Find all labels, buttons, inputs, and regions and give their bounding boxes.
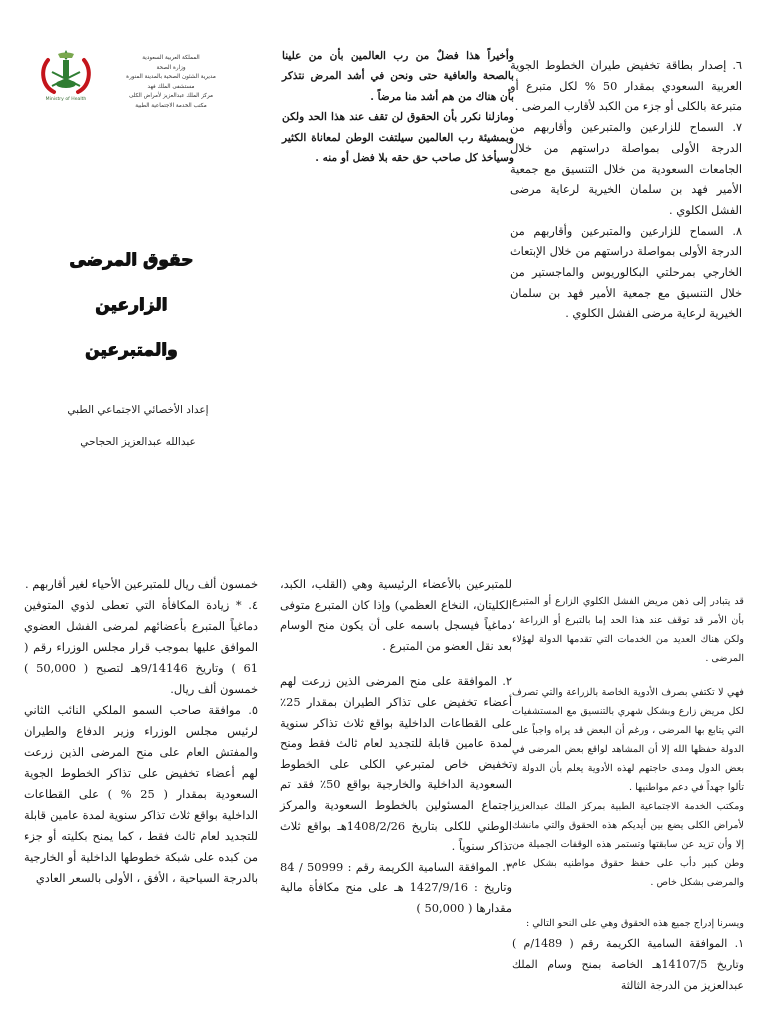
intro-paragraph-4: ويسرنا إدراج جميع هذه الحقوق وهي على النحو التالي : <box>525 918 744 929</box>
right-item-5: ٥. موافقة صاحب السمو الملكي النائب الثاني لرئيس مجلس الوزراء وزير الدفاع والطيران والمفتش العام على منح المرضى الذين زرعت لهم أعضاء تخفيض على تذاكر الخطوط الجوية السعودية بمقدار ( 25 % ) على القطاعات الداخلية بواقع ثلاث تذاكر سنوية لمدة عامين قابلة للتجديد لعام ثالث فقط ، كما يمنح بكليته أو جزء من كبده على شبكة خطوطها الداخلية أو الخارجية بالدرجة السياحية ، الأفق ، الأولى بالسعر العادي <box>24 703 258 885</box>
intro-paragraph-3: ومكتب الخدمة الاجتماعية الطبية بمركز الملك عبدالعزيز لأمراض الكلى يضع بين أيديكم هذه الحقوق والتي مانشك إلا وأن تزيد عن سابقتها وتستمر هذه الوقفات الجميلة من وطن كبير دأب على حفظ حقوق مواطنيه بشكل عام والمرضى بشكل خاص . <box>512 801 744 888</box>
rights-panel-left <box>24 574 258 889</box>
right-item-8: ٨. السماح للزارعين والمتبرعين وأقاربهم من الدرجة الأولى بمواصلة دراستهم من خلال الإبتعاث الخارجي بمرحلتي البكالوريوس والماجستير من خلال التنسيق مع جمعية الأمير فهد بن سلمان الخيرية لرعاية مرضى الفشل الكلوي . <box>510 224 742 321</box>
closing-panel <box>282 46 514 168</box>
closing-paragraph-2: ومازلنا نكرر بأن الحقوق لن تقف عند هذا الحد ولكن وبمشيئة رب العالمين سيلتفت الوطن لمعاناة الكثير وسيأخذ كل صاحب حق حقه بلا فضل أو منه . <box>282 111 514 165</box>
right-item-2: ٢. الموافقة على منح المرضى الذين زرعت لهم أعضاء تخفيض على تذاكر الطيران بمقدار 25٪ على القطاعات الداخلية بواقع ثلاث تذاكر سنوية لمدة عامين قابلة للتجديد لعام ثالث فقط ومنح تخفيض خاص لمتبرعي الكلى على الخطوط السعودية الداخلية والخارجية بواقع 50٪ فقد تم اجتماع المسئولين بالخطوط السعودية والمركز الوطني للكلى بتاريخ 1408/2/26هـ بواقع ثلاث تذاكر سنوياً . <box>280 674 512 854</box>
intro-paragraph-2: فهي لا تكتفي بصرف الأدوية الخاصة بالزراعة والتي تصرف لكل مريض زارع وبشكل شهري بالتنسيق مع المستشفيات التي يتابع بها المرضى ، ورغم أن البعض قد يراه واجباً على الدولة حفظها الله إلا أن المشاهد لواقع بعض المرضى في بعض الدول ومدى حاجتهم لهذه الأدوية يعلم بأن الدولة لا تألوا جهداً في دعم مواطنيها . <box>512 687 744 793</box>
title-line-1: حقوق المرضى الزارعين <box>68 250 194 315</box>
header-institution <box>112 54 230 111</box>
ministry-name-en: Ministry of Health <box>45 97 87 102</box>
header-line: مستشفى الملك فهد <box>147 83 195 90</box>
intro-paragraph-1: قد يتبادر إلى ذهن مريض الفشل الكلوي الزارع أو المتبرع بأن الأمر قد توقف عند هذا الحد إما بالتبرع أو الزراعة ، ولكن هناك العديد من الخدمات التي تقدمها الدولة لهؤلاء المرضى . <box>512 596 744 664</box>
prepared-by: إعداد الأخصائي الاجتماعي الطبي <box>67 404 209 416</box>
author-name: عبدالله عبدالعزيز الحجاحي <box>80 436 196 448</box>
closing-paragraph-1: وأخيراً هذا فضلٌ من رب العالمين بأن من علينا بالصحة والعافية حتى ونحن في أشد المرض نتذكر بأن هناك من هم أشد منا مرضاً . <box>282 50 514 103</box>
right-item-3: ٣. الموافقة السامية الكريمة رقم : 50999 / 84 وتاريخ : 1427/9/16 هـ على منح مكافأة مالية مقدارها ( 50,000 ) <box>280 859 513 915</box>
right-item-7: ٧. السماح للزارعين والمتبرعين وأقاربهم من الدرجة الأولى بمواصلة دراستهم من خلال الجامعات السعودية من خلال التنسيق مع جمعية الأمير فهد بن سلمان الخيرية لرعاية مرضى الفشل الكلوي . <box>510 121 742 217</box>
header-line: مديرية الشئون الصحية بالمدينة المنورة <box>126 74 216 80</box>
rights-panel-middle <box>280 574 512 919</box>
right-item-6: ٦. إصدار بطاقة تخفيض طيران الخطوط الجوية العربية السعودي بمقدار 50 % لكل متبرع أو متبرعة بالكلى أو جزء من الكبد لأقارب المرضى . <box>510 59 742 114</box>
title-line-2: والمتبرعين <box>84 340 178 360</box>
item3-continued: خمسون ألف ريال للمتبرعين الأحياء لغير أقاربهم . <box>25 577 258 591</box>
header-line: مركز الملك عبدالعزيز لأمراض الكلى <box>128 93 214 99</box>
rights-continued-panel <box>510 56 742 325</box>
right-item-4: ٤. * زيادة المكافأة التي تعطى لذوي المتوفين دماغياً المتبرع بأعضائهم لمرضى الفشل العضوي الموافق عليها بموجب قرار مجلس الوزراء رقم ( 61 ) وتاريخ 9/14146هـ لتصبح ( 50,000 ) خمسون ألف ريال. <box>24 598 258 696</box>
introduction-panel <box>512 592 744 996</box>
header-line: وزارة الصحة <box>156 64 186 71</box>
header-line: مكتب الخدمة الاجتماعية الطبية <box>135 102 207 109</box>
brochure-title <box>56 238 206 373</box>
ministry-emblem-icon <box>38 46 94 98</box>
header-line: المملكة العربية السعودية <box>142 55 200 61</box>
item1-continued: للمتبرعين بالأعضاء الرئيسية وهي (القلب، الكبد، الكليتان، النخاع العظمي) وإذا كان المتبرع متوفى دماغياً فيسجل باسمه على أن يكون منح الوسام بعد نقل العضو من المتبرع . <box>280 577 512 653</box>
right-item-1: ١. الموافقة السامية الكريمة رقم ( 1489/م ) وتاريخ 14107/5هـ الخاصة بمنح وسام الملك عبدالعزيز من الدرجة الثالثة <box>512 937 745 992</box>
